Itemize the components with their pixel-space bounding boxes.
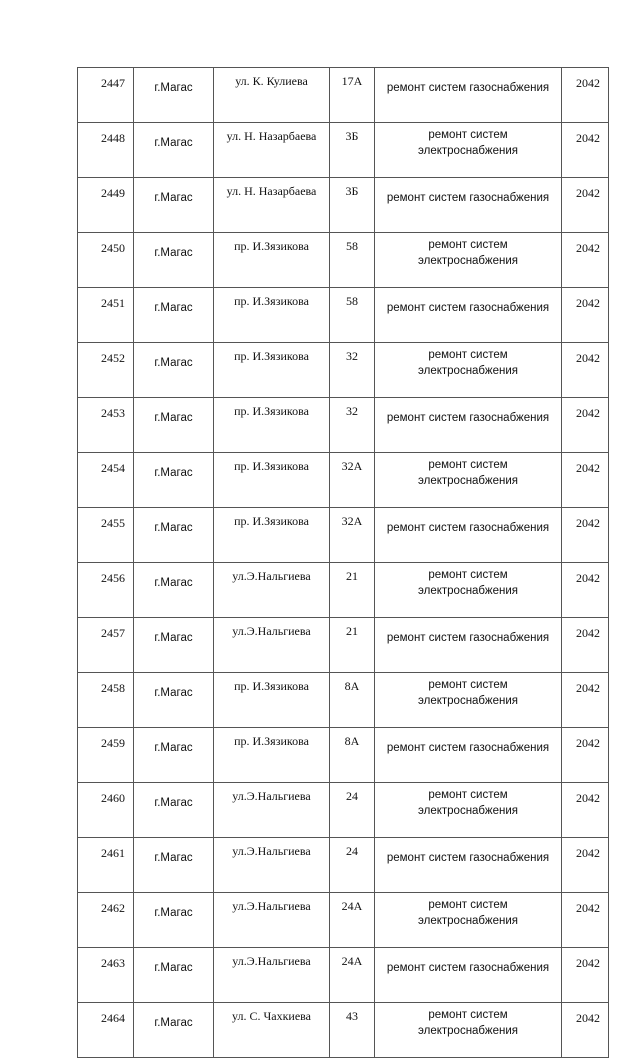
house-number-cell: 32: [330, 343, 375, 398]
row-number-cell: 2448: [78, 123, 134, 178]
table-row: [78, 123, 609, 178]
work-type-cell: ремонт систем газоснабжения: [375, 948, 562, 1003]
house-number-cell: 8А: [330, 673, 375, 728]
city-cell: г.Магас: [134, 563, 214, 618]
city-cell: г.Магас: [134, 123, 214, 178]
street-cell: пр. И.Зязикова: [214, 288, 330, 343]
street-cell: пр. И.Зязикова: [214, 453, 330, 508]
year-cell: 2042: [562, 783, 609, 838]
city-cell: г.Магас: [134, 948, 214, 1003]
house-number-cell: 58: [330, 288, 375, 343]
row-number-cell: 2459: [78, 728, 134, 783]
city-cell: г.Магас: [134, 68, 214, 123]
table-row: [78, 288, 609, 343]
row-number-cell: 2462: [78, 893, 134, 948]
work-type-cell: ремонт систем газоснабжения: [375, 398, 562, 453]
street-cell: ул.Э.Нальгиева: [214, 948, 330, 1003]
house-number-cell: 3Б: [330, 123, 375, 178]
year-cell: 2042: [562, 948, 609, 1003]
table-row: [78, 68, 609, 123]
street-cell: пр. И.Зязикова: [214, 233, 330, 288]
row-number-cell: 2453: [78, 398, 134, 453]
year-cell: 2042: [562, 178, 609, 233]
house-number-cell: 32: [330, 398, 375, 453]
house-number-cell: 24: [330, 838, 375, 893]
house-number-cell: 21: [330, 618, 375, 673]
table-row: [78, 178, 609, 233]
city-cell: г.Магас: [134, 838, 214, 893]
work-type-cell: ремонт систем электроснабжения: [375, 453, 562, 508]
table-row: [78, 343, 609, 398]
year-cell: 2042: [562, 618, 609, 673]
city-cell: г.Магас: [134, 728, 214, 783]
street-cell: ул.Э.Нальгиева: [214, 783, 330, 838]
house-number-cell: 24: [330, 783, 375, 838]
row-number-cell: 2450: [78, 233, 134, 288]
year-cell: 2042: [562, 1003, 609, 1058]
work-type-cell: ремонт систем газоснабжения: [375, 618, 562, 673]
street-cell: пр. И.Зязикова: [214, 343, 330, 398]
year-cell: 2042: [562, 343, 609, 398]
year-cell: 2042: [562, 288, 609, 343]
table-row: [78, 673, 609, 728]
work-type-cell: ремонт систем электроснабжения: [375, 233, 562, 288]
city-cell: г.Магас: [134, 618, 214, 673]
city-cell: г.Магас: [134, 1003, 214, 1058]
work-type-cell: ремонт систем электроснабжения: [375, 673, 562, 728]
work-type-cell: ремонт систем электроснабжения: [375, 123, 562, 178]
year-cell: 2042: [562, 233, 609, 288]
year-cell: 2042: [562, 123, 609, 178]
work-type-cell: ремонт систем электроснабжения: [375, 893, 562, 948]
table-row: [78, 1003, 609, 1058]
street-cell: ул.Э.Нальгиева: [214, 563, 330, 618]
street-cell: ул.Э.Нальгиева: [214, 893, 330, 948]
street-cell: пр. И.Зязикова: [214, 673, 330, 728]
row-number-cell: 2461: [78, 838, 134, 893]
row-number-cell: 2447: [78, 68, 134, 123]
work-type-cell: ремонт систем газоснабжения: [375, 728, 562, 783]
house-number-cell: 17А: [330, 68, 375, 123]
city-cell: г.Магас: [134, 288, 214, 343]
street-cell: пр. И.Зязикова: [214, 728, 330, 783]
city-cell: г.Магас: [134, 178, 214, 233]
city-cell: г.Магас: [134, 398, 214, 453]
row-number-cell: 2460: [78, 783, 134, 838]
year-cell: 2042: [562, 838, 609, 893]
row-number-cell: 2456: [78, 563, 134, 618]
table-row: [78, 398, 609, 453]
row-number-cell: 2457: [78, 618, 134, 673]
row-number-cell: 2452: [78, 343, 134, 398]
row-number-cell: 2464: [78, 1003, 134, 1058]
year-cell: 2042: [562, 68, 609, 123]
work-type-cell: ремонт систем газоснабжения: [375, 508, 562, 563]
house-number-cell: 43: [330, 1003, 375, 1058]
city-cell: г.Магас: [134, 893, 214, 948]
house-number-cell: 24А: [330, 948, 375, 1003]
street-cell: пр. И.Зязикова: [214, 398, 330, 453]
table-row: [78, 453, 609, 508]
house-number-cell: 32А: [330, 508, 375, 563]
work-type-cell: ремонт систем газоснабжения: [375, 838, 562, 893]
house-number-cell: 3Б: [330, 178, 375, 233]
table-body: [78, 68, 609, 1058]
work-type-cell: ремонт систем электроснабжения: [375, 563, 562, 618]
house-number-cell: 32А: [330, 453, 375, 508]
work-type-cell: ремонт систем электроснабжения: [375, 783, 562, 838]
year-cell: 2042: [562, 728, 609, 783]
street-cell: пр. И.Зязикова: [214, 508, 330, 563]
street-cell: ул. С. Чахкиева: [214, 1003, 330, 1058]
table-row: [78, 618, 609, 673]
city-cell: г.Магас: [134, 233, 214, 288]
table-row: [78, 233, 609, 288]
house-number-cell: 21: [330, 563, 375, 618]
year-cell: 2042: [562, 673, 609, 728]
table-row: [78, 563, 609, 618]
row-number-cell: 2451: [78, 288, 134, 343]
year-cell: 2042: [562, 508, 609, 563]
year-cell: 2042: [562, 398, 609, 453]
row-number-cell: 2458: [78, 673, 134, 728]
work-type-cell: ремонт систем газоснабжения: [375, 178, 562, 233]
table-row: [78, 783, 609, 838]
table-row: [78, 728, 609, 783]
year-cell: 2042: [562, 563, 609, 618]
row-number-cell: 2454: [78, 453, 134, 508]
table-row: [78, 948, 609, 1003]
street-cell: ул. К. Кулиева: [214, 68, 330, 123]
table-row: [78, 893, 609, 948]
row-number-cell: 2449: [78, 178, 134, 233]
table-row: [78, 838, 609, 893]
row-number-cell: 2455: [78, 508, 134, 563]
city-cell: г.Магас: [134, 508, 214, 563]
city-cell: г.Магас: [134, 343, 214, 398]
table-row: [78, 508, 609, 563]
work-type-cell: ремонт систем электроснабжения: [375, 1003, 562, 1058]
work-type-cell: ремонт систем газоснабжения: [375, 68, 562, 123]
city-cell: г.Магас: [134, 783, 214, 838]
work-type-cell: ремонт систем газоснабжения: [375, 288, 562, 343]
work-type-cell: ремонт систем электроснабжения: [375, 343, 562, 398]
house-number-cell: 58: [330, 233, 375, 288]
year-cell: 2042: [562, 453, 609, 508]
year-cell: 2042: [562, 893, 609, 948]
city-cell: г.Магас: [134, 673, 214, 728]
house-number-cell: 8А: [330, 728, 375, 783]
street-cell: ул.Э.Нальгиева: [214, 838, 330, 893]
street-cell: ул. Н. Назарбаева: [214, 178, 330, 233]
row-number-cell: 2463: [78, 948, 134, 1003]
house-number-cell: 24А: [330, 893, 375, 948]
repair-schedule-table: [77, 67, 609, 1058]
street-cell: ул.Э.Нальгиева: [214, 618, 330, 673]
city-cell: г.Магас: [134, 453, 214, 508]
street-cell: ул. Н. Назарбаева: [214, 123, 330, 178]
